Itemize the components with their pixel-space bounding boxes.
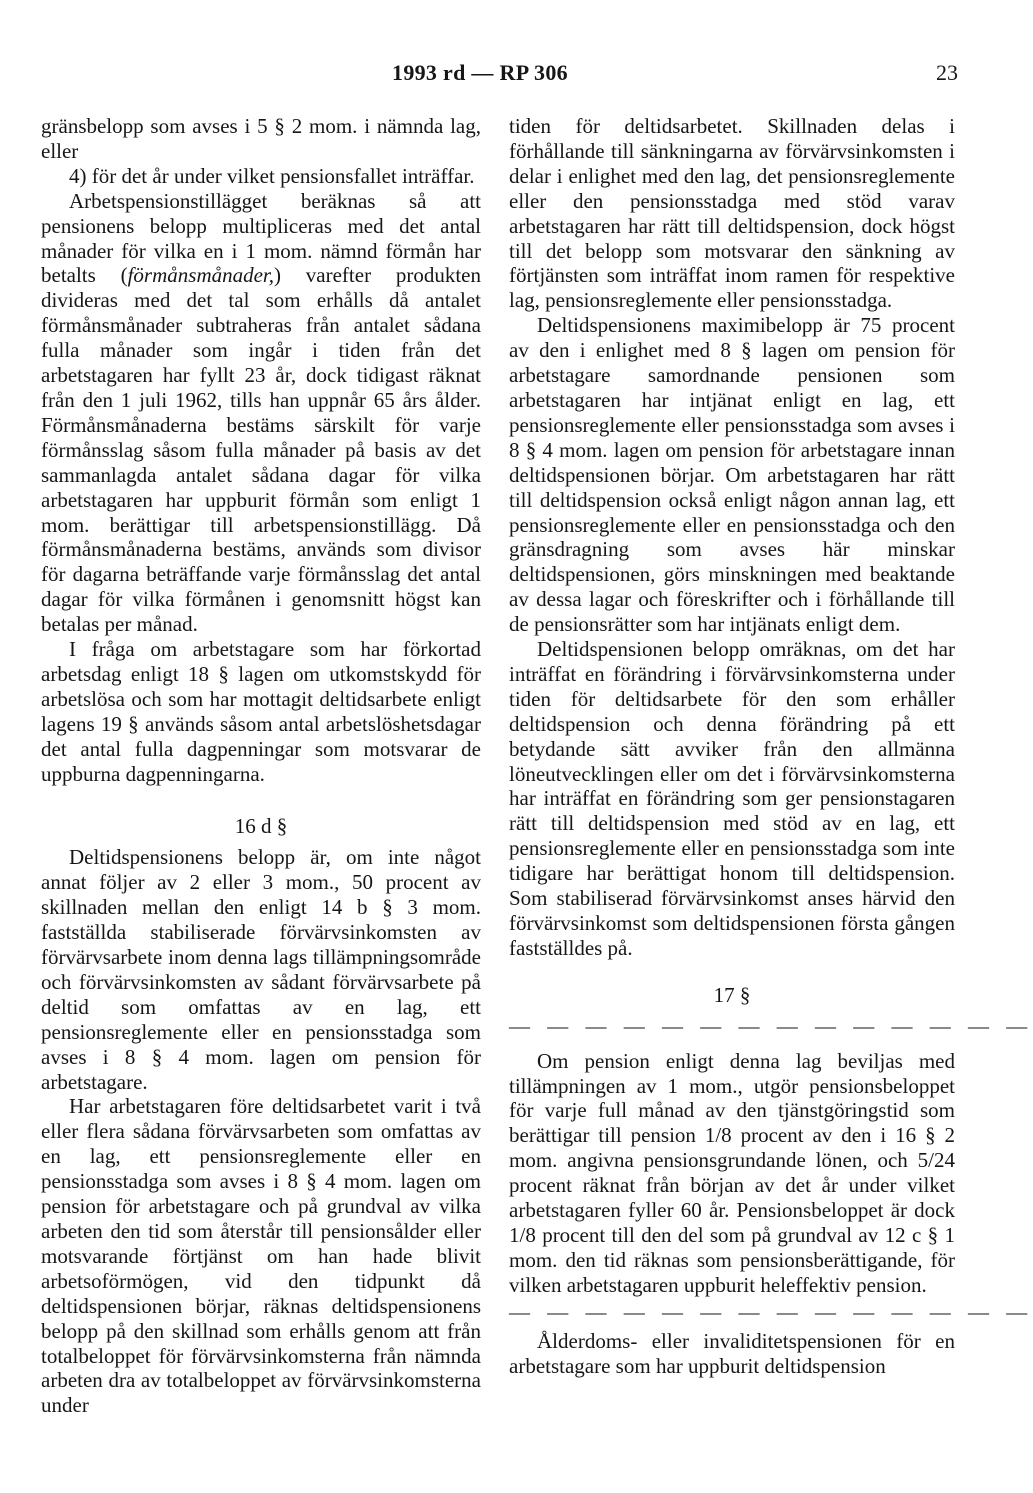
italic-term: förmånsmånader, [127,263,275,288]
text-run: ) varefter produkten divideras med det tal som erhålls då antalet förmånsmånader subtraheras från antalet sådana fulla månader som ingår i tiden från det arbetstagaren har fyllt 23 år, dock tidigast räknat från den 1 juli 1962, tills han uppnår 65 års ålder. Förmånsmånaderna bestäms särskilt för varje förmånsslag såsom fulla månader på basis av det sammanlagda antalet sådana dagar för vilka arbetstagaren har uppburit förmån som enligt 1 mom. berättigar till arbetspensionstillägg. Då förmånsmånaderna bestäms, används som divisor för dagarna beträffande varje förmånsslag det antal dagar för vilka förmånen i genomsnitt högst kan betalas per månad. [41,263,482,637]
section-heading: 16 d § [234,814,288,839]
omission-dashes: — — — — — — — — — — — — — — [509,1299,1033,1324]
paragraph [41,189,481,637]
page-header [0,60,1024,92]
paragraph: Ålderdoms- eller invaliditetspensionen för en arbetstagare som har uppburit deltidspension [509,1328,955,1378]
section-heading: 17 § [713,982,751,1007]
paragraph: Deltidspensionens maximibelopp är 75 procent av den i enlighet med 8 § lagen om pension för arbetstagare samordnande pensionen som arbetstagaren har intjänat enligt en lag, ett pensionsreglemente eller pensionsstadga som avses i 8 § 4 mom. lagen om pension för arbetstagare innan deltidspensionen börjar. Om arbetstagaren har rätt till deltidspension också enligt någon annan lag, ett pensionsreglemente eller en pensionsstadga och den gränsdragning som avses här minskar deltidspensionen, görs minskningen med beaktande av dessa lagar och föreskrifter och i förhållande till de pensionsrätter som har intjänats enligt dem. [509,313,955,637]
paragraph: tiden för deltidsarbetet. Skillnaden delas i förhållande till sänkningarna av förvärvsinkomsten i delar i enlighet med den lag, det pensionsreglemente eller den pensionsstadga med stöd varav arbetstagaren har rätt till deltidspension, dock högst till det belopp som motsvarar den sänkning av förtjänsten som inträffat inom ramen för respektive lag, pensionsreglemente eller pensionsstadga. [509,114,955,313]
paragraph: I fråga om arbetstagare som har förkortad arbetsdag enligt 18 § lagen om utkomstskydd för arbetslösa och som har mottagit deltidsarbete enligt lagens 19 § används såsom antal arbetslöshetsdagar det antal fulla dagpenningar som motsvarar de uppburna dagpenningarna. [41,637,481,786]
paragraph: 4) för det år under vilket pensionsfallet inträffar. [69,163,475,188]
left-column [41,114,481,1418]
text-run: Arbetspensionstillägget beräknas så att pensionens belopp multipliceras med det antal månader för vilka en i 1 mom. nämnd förmån har betalts ( [41,188,481,288]
document-title: 1993 rd — RP 306 [392,60,568,85]
page-number: 23 [936,60,958,85]
paragraph: gränsbelopp som avses i 5 § 2 mom. i nämnda lag, eller [41,114,481,163]
right-column [509,114,1033,1378]
paragraph: Om pension enligt denna lag beviljas med tillämpningen av 1 mom., utgör pensionsbeloppet för varje full månad av den tjänstgöringstid som berättigar till pension 1/8 procent av den i 16 § 2 mom. angivna pensionsgrundande lönen, och 5/24 procent räknat från början av det år under vilket arbetstagaren fyller 60 år. Pensionsbeloppet är dock 1/8 procent till den del som på grundval av 12 c § 1 mom. den tid räknas som pensionsberättigande, för vilken arbetstagaren uppburit heleffektiv pension. [509,1048,955,1297]
paragraph: Deltidspensionens belopp är, om inte något annat följer av 2 eller 3 mom., 50 procent av skillnaden mellan den enligt 14 b § 3 mom. fastställda stabiliserade förvärvsinkomsten av förvärvsarbete inom denna lags tillämpningsområde och förvärvsinkomsten av sådant förvärvsarbete på deltid som omfattas av en lag, ett pensionsreglemente eller en pensionsstadga som avses i 8 § 4 mom. lagen om pension för arbetstagare. [41,845,481,1094]
paragraph: Deltidspensionen belopp omräknas, om det har inträffat en förändring i förvärvsinkomsterna under tiden för deltidsarbete för den som erhåller deltidspension och denna förändring på ett betydande sätt avviker från den allmänna löneutvecklingen eller om det i förvärvsinkomsterna har inträffat en förändring som ger pensionstagaren rätt till deltidspension med stöd av en lag, ett pensionsreglemente eller en pensionsstadga som inte tidigare har berättigat honom till deltidspension. Som stabiliserad förvärvsinkomst anses härvid den förvärvsinkomst som deltidspensionen första gången fastställdes på. [509,637,955,960]
omission-dashes: — — — — — — — — — — — — — — [509,1013,1033,1038]
paragraph: Har arbetstagaren före deltidsarbetet varit i två eller flera sådana förvärvsarbeten som omfattas av en lag, ett pensionsreglemente eller en pensionsstadga som avses i 8 § 4 mom. lagen om pension för arbetstagare och på grundval av vilka arbeten den tid som återstår till pensionsålder eller motsvarande förtjänst om han hade blivit arbetsoförmögen, vid den tidpunkt då deltidspensionen börjar, räknas deltidspensionens belopp på den skillnad som erhålls genom att från totalbeloppet för förvärvsinkomsterna från nämnda arbeten dra av totalbeloppet av förvärvsinkomsterna under [41,1094,481,1418]
